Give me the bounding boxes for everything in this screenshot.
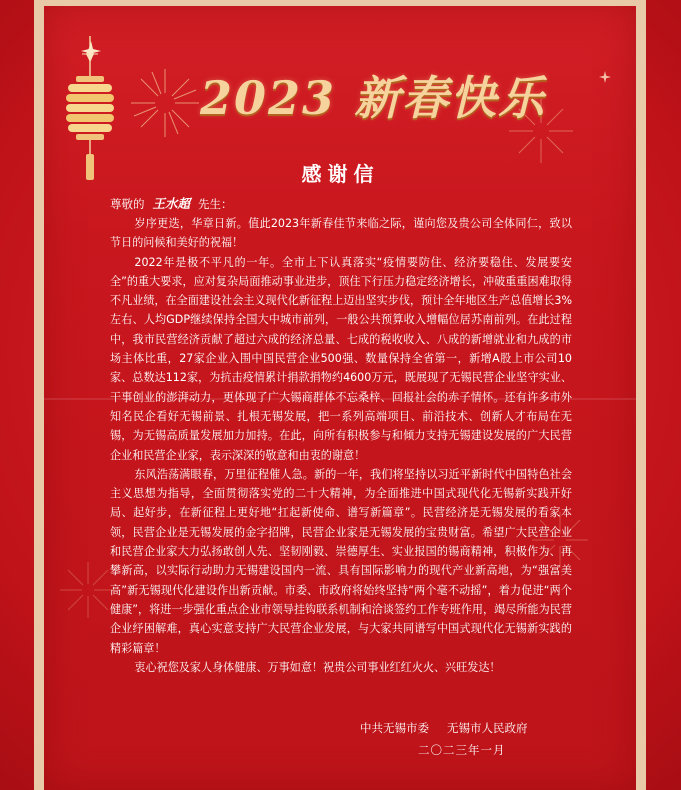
sparkle-icon	[80, 40, 102, 62]
recipient-name: 王水超	[152, 196, 191, 211]
new-year-headline: 2023 新春快乐	[200, 71, 547, 125]
firework-icon	[58, 560, 118, 620]
letter-body	[110, 214, 572, 677]
paragraph: 衷心祝您及家人身体健康、万事如意！祝贵公司事业红红火火、兴旺发达！	[134, 660, 501, 674]
greeting-prefix: 尊敬的	[110, 197, 145, 211]
greeting-suffix: 先生：	[198, 197, 233, 211]
letter-date: 二〇二三年一月	[418, 743, 506, 757]
paragraph: 2022年是极不平凡的一年。全市上下认真落实“疫情要防住、经济要稳住、发展要安全”的重大要求，应对复杂局面推动事业进步，顶住下行压力稳定经济增长，冲破重重困难取得不凡业绩，在全面建设社会主义现代化新征程上迈出坚实步伐，预计全年地区生产总值增长3%左右、人均GDP继续保持全国大中城市前列，一般公共预算收入增幅位居苏南前列。在此过程中，我市民营经济贡献了超过六成的经济总量、七成的税收收入、八成的新增就业和九成的市场主体比重，27家企业入围中国民营企业500强、数量保持全省第一，新增A股上市公司10家、总数达112家，为抗击疫情累计捐款捐物约4600万元，既展现了无锡民营企业坚守实业、干事创业的澎湃动力，更体现了广大锡商群体不忘桑梓、回报社会的赤子情怀。还有许多市外知名民企看好无锡前景、扎根无锡发展，把一系列高端项目、前沿技术、创新人才布局在无锡，为无锡高质量发展加力加持。在此，向所有积极参与和倾力支持无锡建设发展的广大民营企业和民营企业家，表示深深的敬意和由衷的谢意！	[110, 255, 572, 462]
paragraph: 岁序更迭，华章日新。值此2023年新春佳节来临之际，谨向您及贵公司全体同仁，致以节日的问候和美好的祝福！	[110, 217, 572, 250]
paragraph: 东风浩荡满眼春，万里征程催人急。新的一年，我们将坚持以习近平新时代中国特色社会主义思想为指导，全面贯彻落实党的二十大精神，为全面推进中国式现代化无锡新实践开好局、起好步，在新征程上更好地“扛起新使命、谱写新篇章”。民营经济是无锡发展的看家本领，民营企业是无锡发展的金字招牌，民营企业家是无锡发展的宝贵财富。希望广大民营企业和民营企业家大力弘扬敢创人先、坚韧刚毅、崇德厚生、实业报国的锡商精神，积极作为、再攀新高，以实际行动助力无锡建设国内一流、具有国际影响力的现代产业新高地，为“强富美高”新无锡现代化建设作出新贡献。市委、市政府将始终坚持“两个毫不动摇”，着力促进“两个健康”，将进一步强化重点企业市领导挂钩联系机制和洽谈签约工作专班作用，竭尽所能为民营企业纾困解难，真心实意支持广大民营企业发展，与大家共同谱写中国式现代化无锡新实践的精彩篇章！	[110, 467, 572, 655]
signature-block	[360, 720, 580, 758]
letter-title: 感谢信	[301, 162, 380, 186]
signatories	[360, 720, 580, 736]
firework-icon	[128, 66, 202, 140]
greeting-line	[110, 194, 233, 212]
signatory-party-committee: 中共无锡市委	[360, 721, 429, 735]
signatory-city-government: 无锡市人民政府	[447, 721, 528, 735]
